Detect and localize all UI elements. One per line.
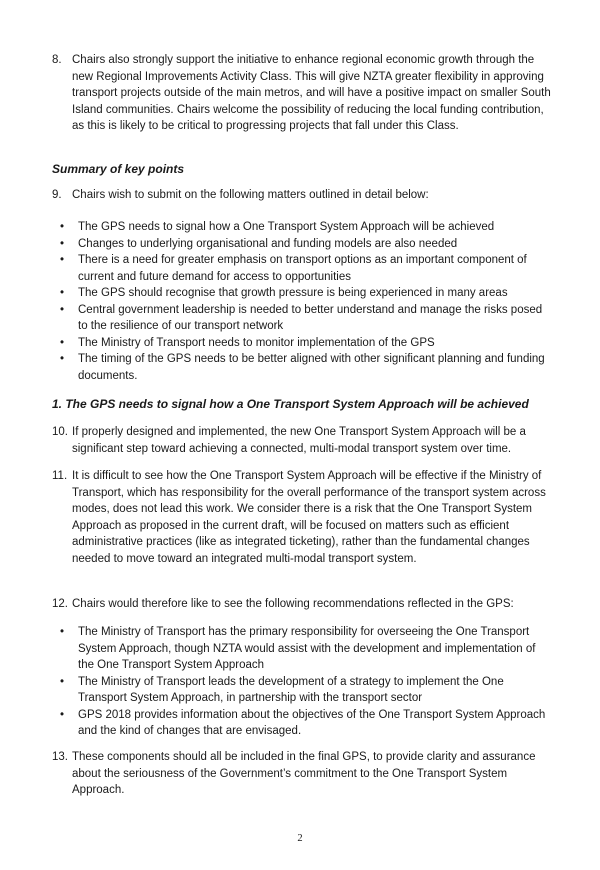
list-item: • The Ministry of Transport needs to monitor implementation of the GPS <box>52 335 552 352</box>
recommendations-list <box>52 624 552 740</box>
bullet-icon: • <box>60 303 65 316</box>
bullet-icon: • <box>60 237 65 250</box>
list-item: • Changes to underlying organisational and funding models are also needed <box>52 236 552 253</box>
list-item: • The Ministry of Transport has the primary responsibility for overseeing the One Transport System Approach, though NZTA would assist with the development and implementation of the One Transport System Approach <box>60 626 536 671</box>
bullet-icon: • <box>60 708 65 721</box>
paragraph-13 <box>52 749 552 799</box>
paragraph-text: These components should all be included in the final GPS, to provide clarity and assurance about the seriousness of the Government’s commitment to the One Transport System Approach. <box>72 751 536 796</box>
page-number: 2 <box>297 833 303 844</box>
list-item: • GPS 2018 provides information about the objectives of the One Transport System Approach and the kind of changes that are envisaged. <box>60 708 546 737</box>
paragraph-number: 13. <box>52 751 68 763</box>
section-1-heading: 1. The GPS needs to signal how a One Transport System Approach will be achieved <box>52 397 529 411</box>
paragraph-number: 8. <box>52 54 62 66</box>
bullet-icon: • <box>60 675 65 688</box>
list-item: • The GPS needs to signal how a One Transport System Approach will be achieved <box>52 219 552 236</box>
list-item: • The GPS should recognise that growth pressure is being experienced in many areas <box>52 285 552 302</box>
paragraph-text: Chairs wish to submit on the following matters outlined in detail below: <box>72 189 429 201</box>
list-item: • The Ministry of Transport leads the development of a strategy to implement the One Transport System Approach, in partnership with the transport sector <box>60 675 504 704</box>
bullet-icon: • <box>60 221 65 233</box>
list-item: • Central government leadership is needed to better understand and manage the risks posed to the resilience of our transport network <box>60 303 543 332</box>
paragraph-8 <box>52 52 552 135</box>
paragraph-9 <box>52 187 552 204</box>
paragraph-number: 12. <box>52 598 68 610</box>
key-points-list <box>52 219 552 384</box>
paragraph-10 <box>52 424 552 457</box>
summary-heading: Summary of key points <box>52 162 185 176</box>
paragraph-text: It is difficult to see how the One Transport System Approach will be effective if the Ministry of Transport, which has responsibility for the overall performance of the transport system across modes, does not lead this work. We consider there is a risk that the One Transport System Approach as proposed in the current draft, will be focused on matters such as efficient administrative practices (like as integrated ticketing), rather than the fundamental changes needed to move toward an integrated multi-modal transport system. <box>72 470 546 565</box>
paragraph-number: 9. <box>52 189 62 201</box>
paragraph-text: Chairs would therefore like to see the following recommendations reflected in the GPS: <box>72 598 514 610</box>
list-item: • There is a need for greater emphasis on transport options as an important component of current and future demand for access to opportunities <box>60 254 527 283</box>
bullet-icon: • <box>60 287 65 299</box>
paragraph-text: If properly designed and implemented, the new One Transport System Approach will be a significant step toward achieving a connected, multi-modal transport system over time. <box>72 426 526 455</box>
paragraph-number: 10. <box>52 426 68 438</box>
bullet-icon: • <box>60 254 65 266</box>
list-item: • The timing of the GPS needs to be better aligned with other significant planning and funding documents. <box>60 353 545 382</box>
bullet-icon: • <box>60 336 65 349</box>
paragraph-number: 11. <box>52 470 68 482</box>
paragraph-12 <box>52 596 552 613</box>
paragraph-text: Chairs also strongly support the initiative to enhance regional economic growth through the new Regional Improvements Activity Class. This will give NZTA greater flexibility in approving transport projects outside of the main metros, and will have a positive impact on smaller South Island communities. Chairs welcome the possibility of reducing the local funding contribution, as this is likely to be critical to progressing projects that fall under this Class. <box>72 54 551 132</box>
bullet-icon: • <box>60 353 65 365</box>
bullet-icon: • <box>60 626 65 638</box>
paragraph-11 <box>52 468 552 567</box>
